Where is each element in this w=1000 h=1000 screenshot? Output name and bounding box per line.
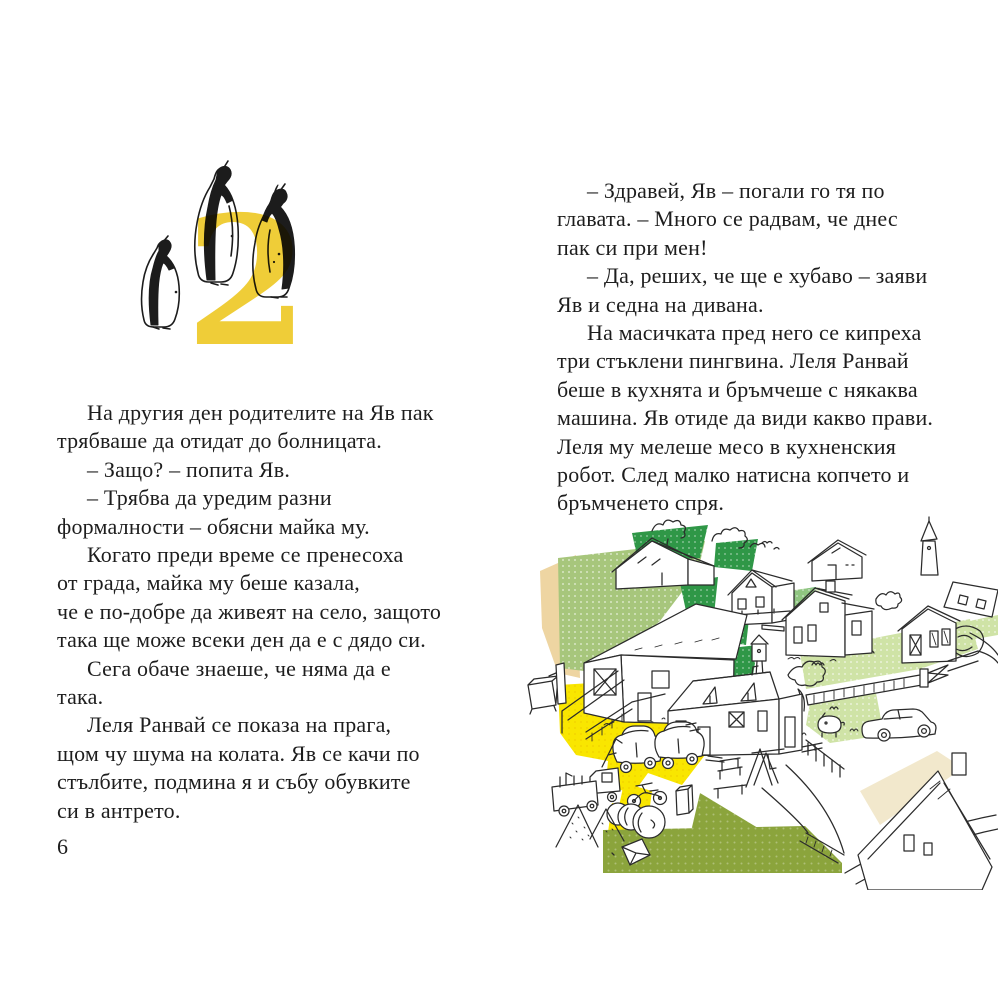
bench (718, 758, 742, 779)
table (714, 785, 746, 798)
paragraph-line: На другия ден родителите на Яв пак (87, 400, 434, 425)
paragraph-line: пак си при мен! (557, 234, 708, 260)
paragraph-line: така. (57, 684, 104, 710)
paragraph-line: Когато преди време се пренесоха (87, 542, 404, 568)
paragraph-line: бръмченето спря. (557, 490, 725, 516)
paragraph-line: Сега обаче знаеше, че няма да е (87, 655, 391, 681)
paragraph-line: – Защо? – попита Яв. (87, 456, 291, 482)
paragraph-line: – Да, реших, че ще е хубаво – заяви (587, 263, 928, 289)
village-illustration (500, 503, 998, 890)
chapter-vignette (123, 158, 359, 354)
paragraph-line: щом чу шума на колата. Яв се качи по (57, 740, 420, 766)
paragraph-line: – Трябва да уредим разни (87, 485, 332, 511)
paragraph-line: На масичката пред него се кипреха (587, 320, 922, 346)
paragraph-line: формалности – обясни майка му. (57, 513, 370, 539)
paragraph-line: главата. – Много се радвам, че днес (557, 206, 898, 232)
church-tower (921, 517, 938, 575)
penguins-illustration (123, 158, 359, 354)
paragraph-line: Яв и седна на дивана. (557, 291, 764, 317)
house-top-right (808, 540, 866, 581)
right-page-text (557, 177, 933, 518)
paragraph-line: трябваше да отидат до болницата. (57, 428, 382, 454)
paragraph-line: беше в кухнята и бръмчеше с някаква (557, 376, 918, 402)
paragraph-line: машина. Яв отиде да види какво прави. (557, 405, 934, 431)
post-box (676, 785, 693, 815)
chapter-number: 2 (185, 177, 309, 354)
paragraph-line: робот. След малко натисна копчето и (557, 462, 910, 488)
paragraph-line: така ще може всеки ден да е с дядо си. (57, 627, 426, 653)
paragraph-line: че е по-добре да живеят на село, защото (57, 598, 442, 624)
paragraph-line: си в антрето. (57, 797, 181, 823)
paragraph-line: от града, майка му беше казала, (57, 570, 361, 596)
paragraph-line: Леля му мелеше месо в кухненския (557, 433, 897, 459)
paragraph-line: стълбите, подмина я и събу обувките (57, 769, 411, 795)
page-number: 6 (57, 834, 68, 859)
building-far-right (944, 582, 998, 617)
penguin-small-left (142, 236, 180, 329)
house-right (898, 606, 960, 663)
paragraph-line: – Здравей, Яв – погали го тя по (587, 178, 885, 203)
paragraph-line: Леля Ранвай се показа на прага, (87, 712, 392, 738)
village-scene (500, 503, 998, 890)
paragraph-line: три стъклени пингвина. Леля Ранвай (557, 348, 909, 374)
left-page-text (57, 399, 441, 825)
